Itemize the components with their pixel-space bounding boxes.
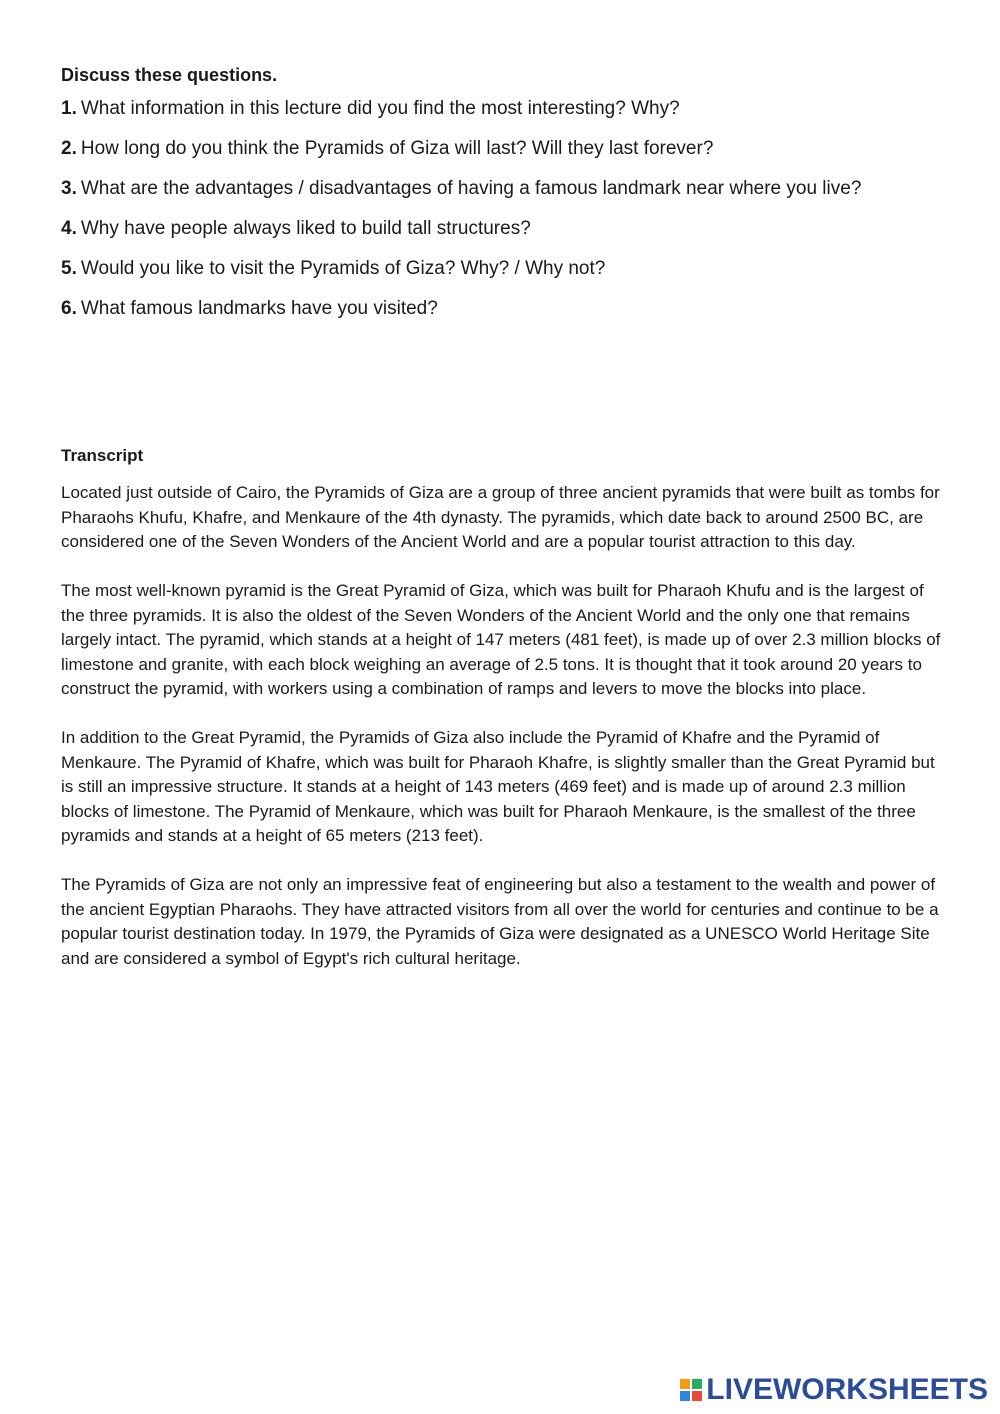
transcript-heading: Transcript — [61, 446, 144, 465]
discussion-heading: Discuss these questions. — [61, 65, 278, 85]
question-item — [61, 136, 941, 162]
question-text: What information in this lecture did you find the most interesting? Why? — [80, 98, 680, 119]
transcript-paragraph: The most well-known pyramid is the Great Pyramid of Giza, which was built for Pharaoh Khufu and is the largest of the three pyramids. It is also the oldest of the Seven Wonders of the Ancient World and the only one that remains largely intact. The pyramid, which stands at a height of 147 meters (481 feet), is made up of over 2.3 million blocks of limestone and granite, with each block weighing an average of 2.5 tons. It is thought that it took around 20 years to construct the pyramid, with workers using a combination of ramps and levers to move the blocks into place. — [61, 581, 941, 698]
transcript-section — [61, 443, 941, 996]
question-item — [61, 256, 941, 282]
transcript-paragraph: In addition to the Great Pyramid, the Pyramids of Giza also include the Pyramid of Khafre and the Pyramid of Menkaure. The Pyramid of Khafre, which was built for Pharaoh Khafre, is slightly smaller than the Great Pyramid but is still an impressive structure. It stands at a height of 143 meters (469 feet) and is made up of around 2.3 million blocks of limestone. The Pyramid of Menkaure, which was built for Pharaoh Menkaure, is the smallest of the three pyramids and stands at a height of 65 meters (213 feet). — [61, 728, 935, 845]
question-number: 2. — [61, 138, 77, 159]
liveworksheets-logo-icon — [680, 1379, 702, 1401]
transcript-paragraph: The Pyramids of Giza are not only an impressive feat of engineering but also a testament to the wealth and power of the ancient Egyptian Pharaohs. They have attracted visitors from all over the world for centuries and continue to be a popular tourist destination today. In 1979, the Pyramids of Giza were designated as a UNESCO World Heritage Site and are considered a symbol of Egypt's rich cultural heritage. — [61, 875, 939, 968]
question-text: How long do you think the Pyramids of Giza will last? Will they last forever? — [80, 138, 714, 159]
question-list — [61, 96, 941, 322]
discussion-section — [61, 62, 941, 336]
question-number: 6. — [61, 298, 77, 319]
question-item — [61, 296, 941, 322]
question-item — [61, 176, 941, 202]
question-text: What are the advantages / disadvantages of having a famous landmark near where you live? — [80, 178, 862, 199]
question-number: 3. — [61, 178, 77, 199]
logo-square-orange — [680, 1379, 690, 1389]
question-item — [61, 216, 941, 242]
transcript-paragraph: Located just outside of Cairo, the Pyramids of Giza are a group of three ancient pyramids that were built as tombs for Pharaohs Khufu, Khafre, and Menkaure of the 4th dynasty. The pyramids, which date back to around 2500 BC, are considered one of the Seven Wonders of the Ancient World and are a popular tourist attraction to this day. — [61, 483, 940, 551]
question-number: 1. — [61, 98, 77, 119]
logo-square-red — [692, 1391, 702, 1401]
logo-square-green — [692, 1379, 702, 1389]
question-text: Why have people always liked to build tall structures? — [80, 218, 531, 239]
logo-text: LIVEWORKSHEETS — [706, 1373, 988, 1406]
logo-square-blue — [680, 1391, 690, 1401]
question-number: 5. — [61, 258, 77, 279]
question-text: Would you like to visit the Pyramids of Giza? Why? / Why not? — [80, 258, 606, 279]
question-text: What famous landmarks have you visited? — [80, 298, 438, 319]
liveworksheets-logo[interactable] — [680, 1373, 988, 1407]
question-item — [61, 96, 941, 122]
question-number: 4. — [61, 218, 77, 239]
